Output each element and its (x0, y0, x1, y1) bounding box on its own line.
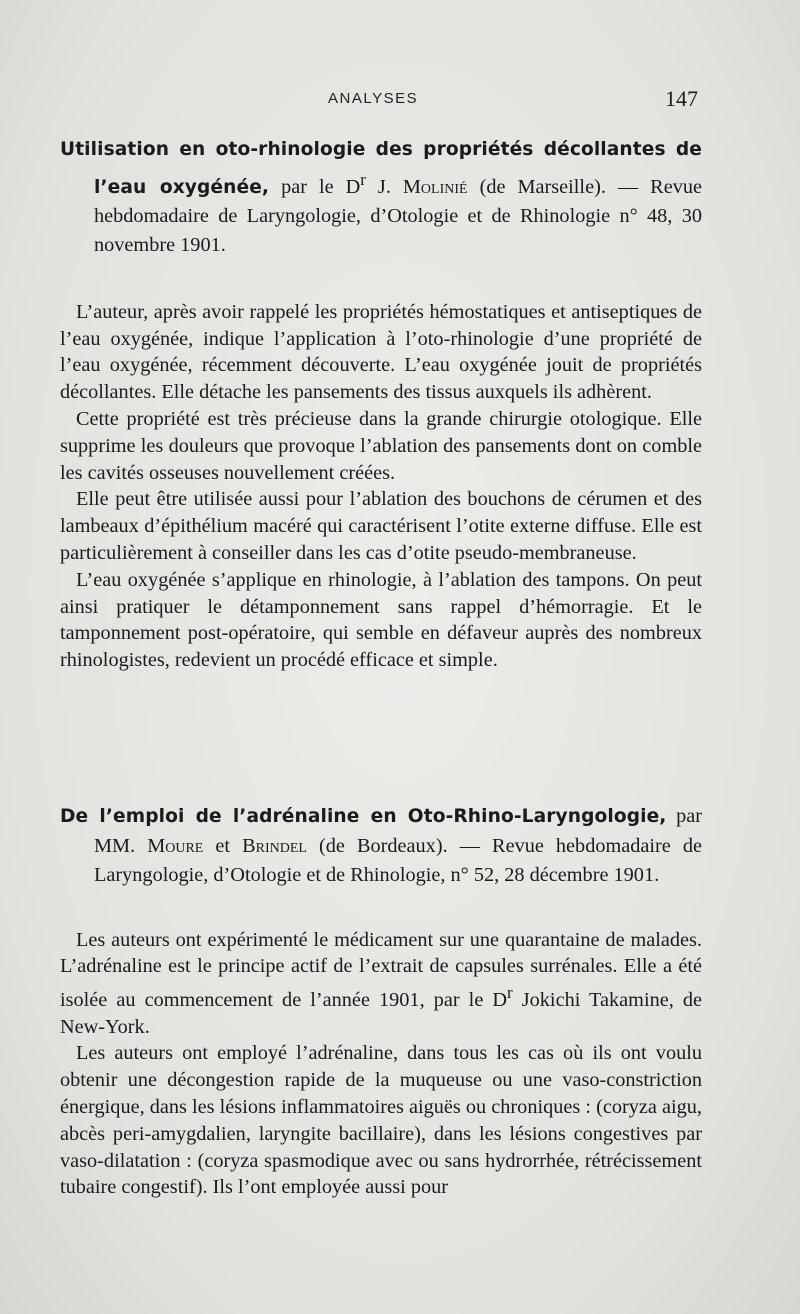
author-name: Moure (147, 834, 204, 857)
author-name: Brindel (242, 834, 307, 857)
paragraph: L’auteur, après avoir rappelé les propriétés hémostatiques et antiseptiques de l’eau oxygénée, indique l’application à l’oto-rhinologie d’une propriété de l’eau oxygénée, récemment découverte. L’eau oxygénée jouit de propriétés décollantes. Elle détache les pansements des tissus auxquels ils adhèrent. (60, 300, 702, 404)
paragraph-text: Les auteurs ont expérimenté le médicament sur une quarantaine de malades. L’adrénaline est le principe actif de l’extrait de capsules surrénales. Elle a été isolée au commencement de l’année 1901, par le D (60, 928, 702, 1011)
page-header (58, 86, 700, 116)
article-heading (60, 135, 702, 261)
article-heading (60, 802, 702, 891)
running-head: ANALYSES (328, 90, 419, 107)
article-adrenaline (60, 802, 702, 1201)
byline-prefix: par le D (281, 175, 361, 198)
article-title: De l’emploi de l’adrénaline en Oto-Rhino-Laryngologie, (60, 806, 667, 827)
article-oxygenated-water (60, 135, 702, 674)
article-body (60, 299, 702, 674)
author-name: J. Molinié (365, 175, 468, 198)
article-body (60, 927, 702, 1202)
abbrev-sup: r (507, 983, 513, 1003)
byline-sup: r (360, 169, 366, 189)
byline-conjunction: et (203, 834, 243, 857)
paragraph-text: Jokichi Takamine, de New-York. (60, 988, 702, 1038)
paragraph: Elle peut être utilisée aussi pour l’ablation des bouchons de cérumen et des lambeaux d’épithélium macéré qui caractérisent l’otite externe diffuse. Elle est particulièrement à conseiller dans les cas d’otite pseudo-membraneuse. (60, 488, 702, 564)
paragraph: Cette propriété est très précieuse dans la grande chirurgie otologique. Elle supprime les douleurs que provoque l’ablation des pansements dont on comble les cavités osseuses nouvellement créées. (60, 407, 702, 484)
article-title: Utilisation en oto-rhinologie des propriétés décollantes de l’eau oxygénée, (60, 139, 702, 198)
paragraph: Les auteurs ont employé l’adrénaline, dans tous les cas où ils ont voulu obtenir une décongestion rapide de la muqueuse ou une vaso-constriction énergique, dans les lésions inflammatoires aiguës ou chroniques : (coryza aigu, abcès peri-amygdalien, laryngite bacillaire), dans les lésions congestives par vaso-dilatation : (coryza spasmodique avec ou sans hydrorrhée, rétrécissement tubaire congestif). Ils l’ont employée aussi pour (60, 1042, 702, 1199)
byline-prefix: par MM. (94, 805, 702, 857)
paragraph (60, 927, 702, 1041)
source-reference: (de Bordeaux). — Revue hebdomadaire de Laryngologie, d’Otologie et de Rhinologie, n° 52, 28 décembre 1901. (94, 834, 702, 886)
page-number: 147 (665, 86, 698, 111)
paragraph: L’eau oxygénée s’applique en rhinologie, à l’ablation des tampons. On peut ainsi pratiquer le détamponnement sans rappel d’hémorragie. Et le tamponnement post-opératoire, qui semble en défaveur auprès des nombreux rhinologistes, redevient un procédé efficace et simple. (60, 568, 702, 672)
source-reference: (de Marseille). — Revue hebdomadaire de Laryngologie, d’Otologie et de Rhinologie n° 48, 30 novembre 1901. (94, 175, 702, 257)
